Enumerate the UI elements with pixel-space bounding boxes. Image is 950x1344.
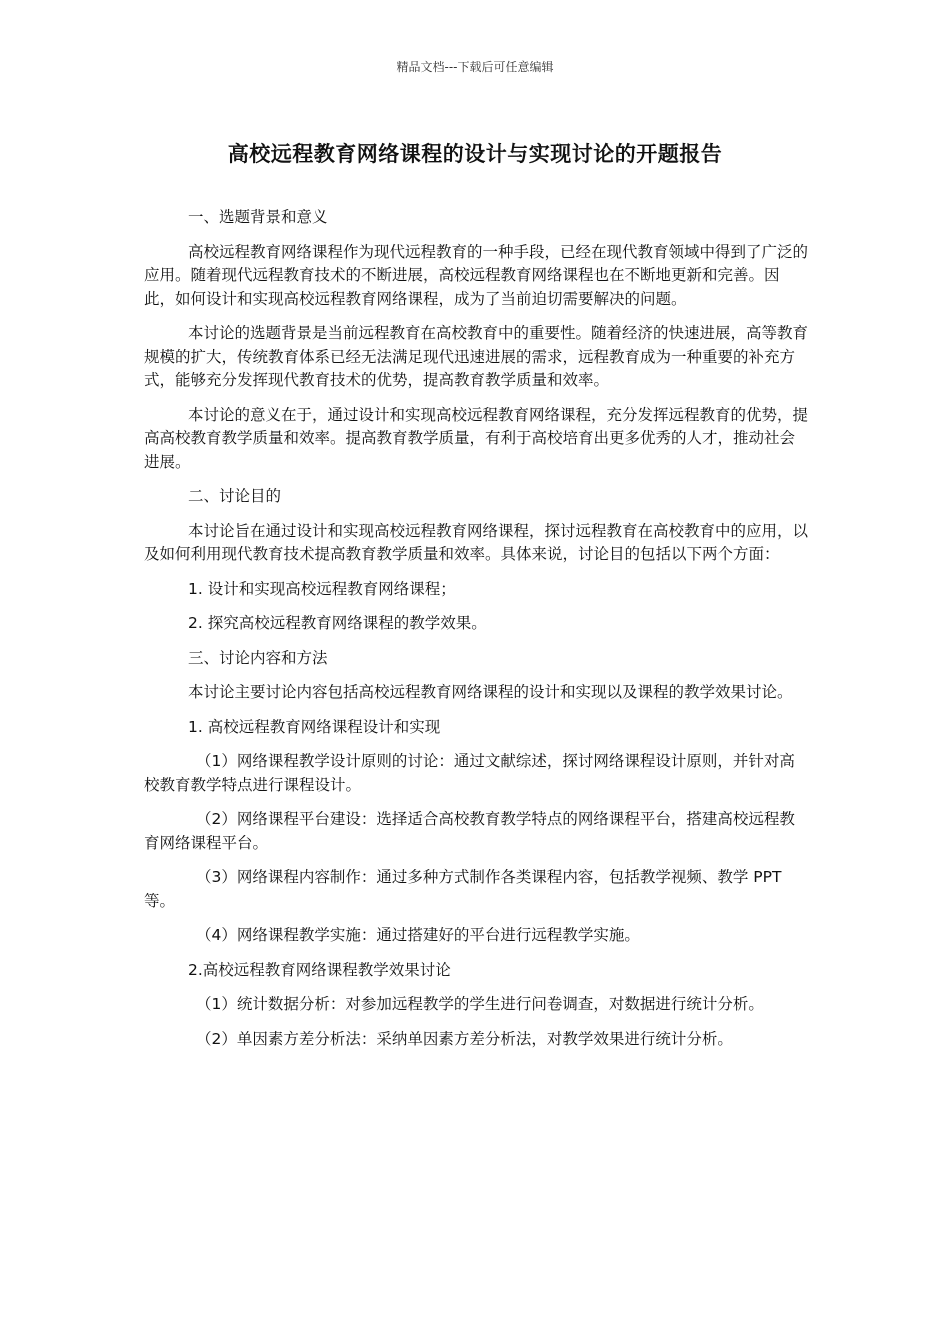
subsection-heading: 1. 高校远程教育网络课程设计和实现: [188, 717, 441, 736]
sub-item: （4）网络课程教学实施：通过搭建好的平台进行远程教学实施。: [196, 926, 640, 944]
document-body: [144, 206, 808, 1062]
subsection-heading: 2.高校远程教育网络课程教学效果讨论: [188, 960, 451, 979]
sub-item: （1）网络课程教学设计原则的讨论：通过文献综述，探讨网络课程设计原则，并针对高校教育教学特点进行课程设计。: [144, 752, 795, 794]
sub-item: （1）统计数据分析：对参加远程教学的学生进行问卷调查，对数据进行统计分析。: [196, 995, 764, 1013]
paragraph: 本讨论的选题背景是当前远程教育在高校教育中的重要性。随着经济的快速进展，高等教育规模的扩大，传统教育体系已经无法满足现代迅速进展的需求，远程教育成为一种重要的补充方式，能够充分发挥现代教育技术的优势，提高教育教学质量和效率。: [144, 324, 809, 389]
section-heading: 一、选题背景和意义: [188, 208, 328, 226]
sub-item: （3）网络课程内容制作：通过多种方式制作各类课程内容，包括教学视频、教学 PPT 等。: [144, 868, 782, 910]
sub-item: （2）网络课程平台建设：选择适合高校教育教学特点的网络课程平台，搭建高校远程教育网络课程平台。: [144, 810, 795, 852]
page-header: 精品文档---下载后可任意编辑: [396, 60, 554, 74]
paragraph: 本讨论主要讨论内容包括高校远程教育网络课程的设计和实现以及课程的教学效果讨论。: [188, 683, 793, 701]
section-heading: 二、讨论目的: [188, 487, 282, 505]
list-item: 2. 探究高校远程教育网络课程的教学效果。: [188, 614, 487, 632]
section-heading: 三、讨论内容和方法: [188, 648, 328, 667]
paragraph: 本讨论的意义在于，通过设计和实现高校远程教育网络课程，充分发挥远程教育的优势，提高高校教育教学质量和效率。提高教育教学质量，有利于高校培育出更多优秀的人才，推动社会进展。: [144, 405, 809, 471]
paragraph: 本讨论旨在通过设计和实现高校远程教育网络课程，探讨远程教育在高校教育中的应用，以及如何利用现代教育技术提高教育教学质量和效率。具体来说，讨论目的包括以下两个方面：: [144, 521, 809, 563]
paragraph: 高校远程教育网络课程作为现代远程教育的一种手段，已经在现代教育领域中得到了广泛的应用。随着现代远程教育技术的不断进展，高校远程教育网络课程也在不断地更新和完善。因此，如何设计和实现高校远程教育网络课程，成为了当前迫切需要解决的问题。: [144, 242, 809, 308]
sub-item: （2）单因素方差分析法：采纳单因素方差分析法，对教学效果进行统计分析。: [196, 1029, 733, 1048]
list-item: 1. 设计和实现高校远程教育网络课程；: [188, 579, 456, 598]
document-title: 高校远程教育网络课程的设计与实现讨论的开题报告: [227, 142, 723, 166]
